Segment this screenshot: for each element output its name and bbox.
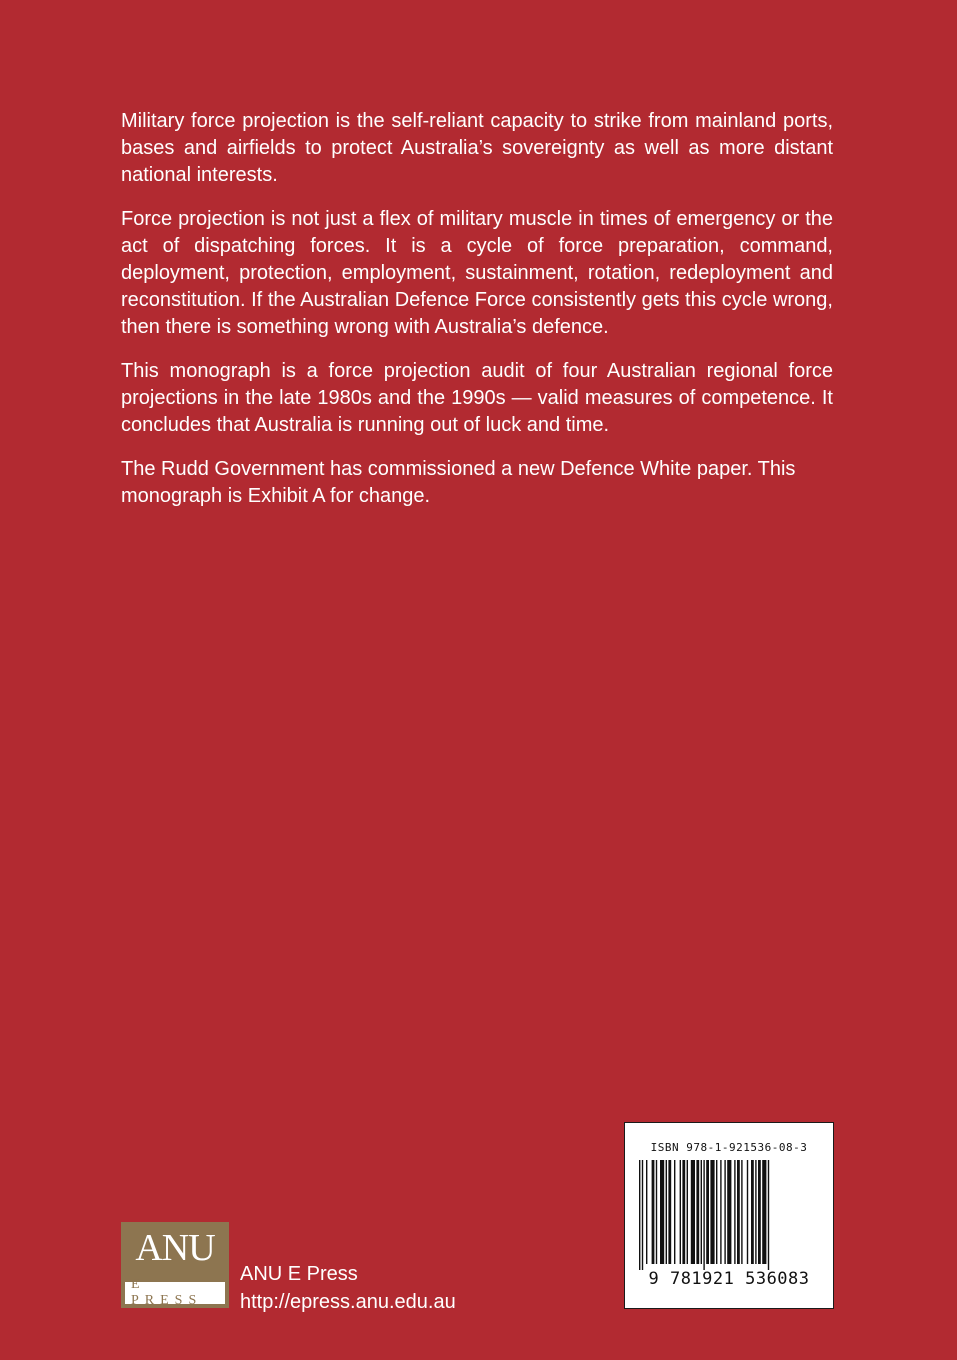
barcode-bar bbox=[656, 1160, 657, 1264]
barcode-bar bbox=[680, 1160, 681, 1264]
barcode-bar bbox=[652, 1160, 655, 1264]
barcode-bar bbox=[668, 1160, 671, 1264]
publisher-info bbox=[240, 1260, 456, 1316]
barcode-bar bbox=[741, 1160, 742, 1264]
barcode-bar bbox=[674, 1160, 675, 1264]
publisher-url[interactable]: http://epress.anu.edu.au bbox=[240, 1291, 456, 1313]
barcode-bar bbox=[737, 1160, 740, 1264]
logo-main-text: ANU bbox=[135, 1227, 215, 1269]
barcode-bar bbox=[660, 1160, 664, 1264]
barcode-bar bbox=[727, 1160, 731, 1264]
back-cover-blurb bbox=[121, 108, 833, 527]
barcode-bar bbox=[724, 1160, 725, 1264]
barcode-bar bbox=[666, 1160, 667, 1264]
barcode-bar bbox=[706, 1160, 709, 1264]
barcode-bar bbox=[691, 1160, 695, 1264]
logo-sub-text: E PRESS bbox=[131, 1277, 203, 1308]
barcode-bar bbox=[751, 1160, 754, 1264]
isbn-label: ISBN 978-1-921536-08-3 bbox=[650, 1141, 808, 1154]
barcode-bar bbox=[716, 1160, 717, 1264]
blurb-paragraph-1: Military force projection is the self-reliant capacity to strike from mainland ports, bases and airfields to protect Australia’s sovereignty as well as more distant national interests. bbox=[121, 110, 833, 186]
logo-main-area bbox=[121, 1222, 229, 1274]
barcode-bar bbox=[710, 1160, 714, 1264]
barcode-bar bbox=[703, 1160, 704, 1270]
barcode-bar bbox=[682, 1160, 685, 1264]
blurb-paragraph-3: This monograph is a force projection audit of four Australian regional force projections in the late 1980s and the 1990s — valid measures of competence. It concludes that Australia is running out of luck and time. bbox=[121, 360, 833, 436]
barcode-bar bbox=[768, 1160, 769, 1270]
barcode-bars bbox=[637, 1160, 821, 1270]
barcode-bar bbox=[734, 1160, 735, 1264]
barcode-bar bbox=[646, 1160, 647, 1264]
barcode-bar bbox=[696, 1160, 699, 1264]
publisher-name: ANU E Press bbox=[240, 1263, 358, 1285]
barcode-bar bbox=[639, 1160, 640, 1270]
blurb-paragraph-4: The Rudd Government has commissioned a new Defence White paper. This monograph is Exhibit A for change. bbox=[121, 458, 796, 507]
isbn-barcode bbox=[625, 1123, 833, 1308]
barcode-bar bbox=[762, 1160, 766, 1264]
logo-sub-band bbox=[125, 1277, 225, 1308]
blurb-paragraph-2: Force projection is not just a flex of military muscle in times of emergency or the act of dispatching forces. It is a cycle of force preparation, command, deployment, protection, employment, sustainment, rotation, redeployment and reconstitution. If the Australian Defence Force consistently gets this cycle wrong, then there is something wrong with Australia’s defence. bbox=[121, 208, 833, 338]
barcode-bar bbox=[755, 1160, 756, 1264]
barcode-digits: 9 781921 536083 bbox=[648, 1269, 810, 1289]
barcode-bar bbox=[758, 1160, 761, 1264]
barcode-bar bbox=[701, 1160, 702, 1264]
barcode-bar bbox=[747, 1160, 748, 1264]
barcode-bar bbox=[642, 1160, 643, 1270]
anu-epress-logo bbox=[121, 1222, 229, 1308]
barcode-bar bbox=[687, 1160, 688, 1264]
barcode-bar bbox=[720, 1160, 721, 1264]
